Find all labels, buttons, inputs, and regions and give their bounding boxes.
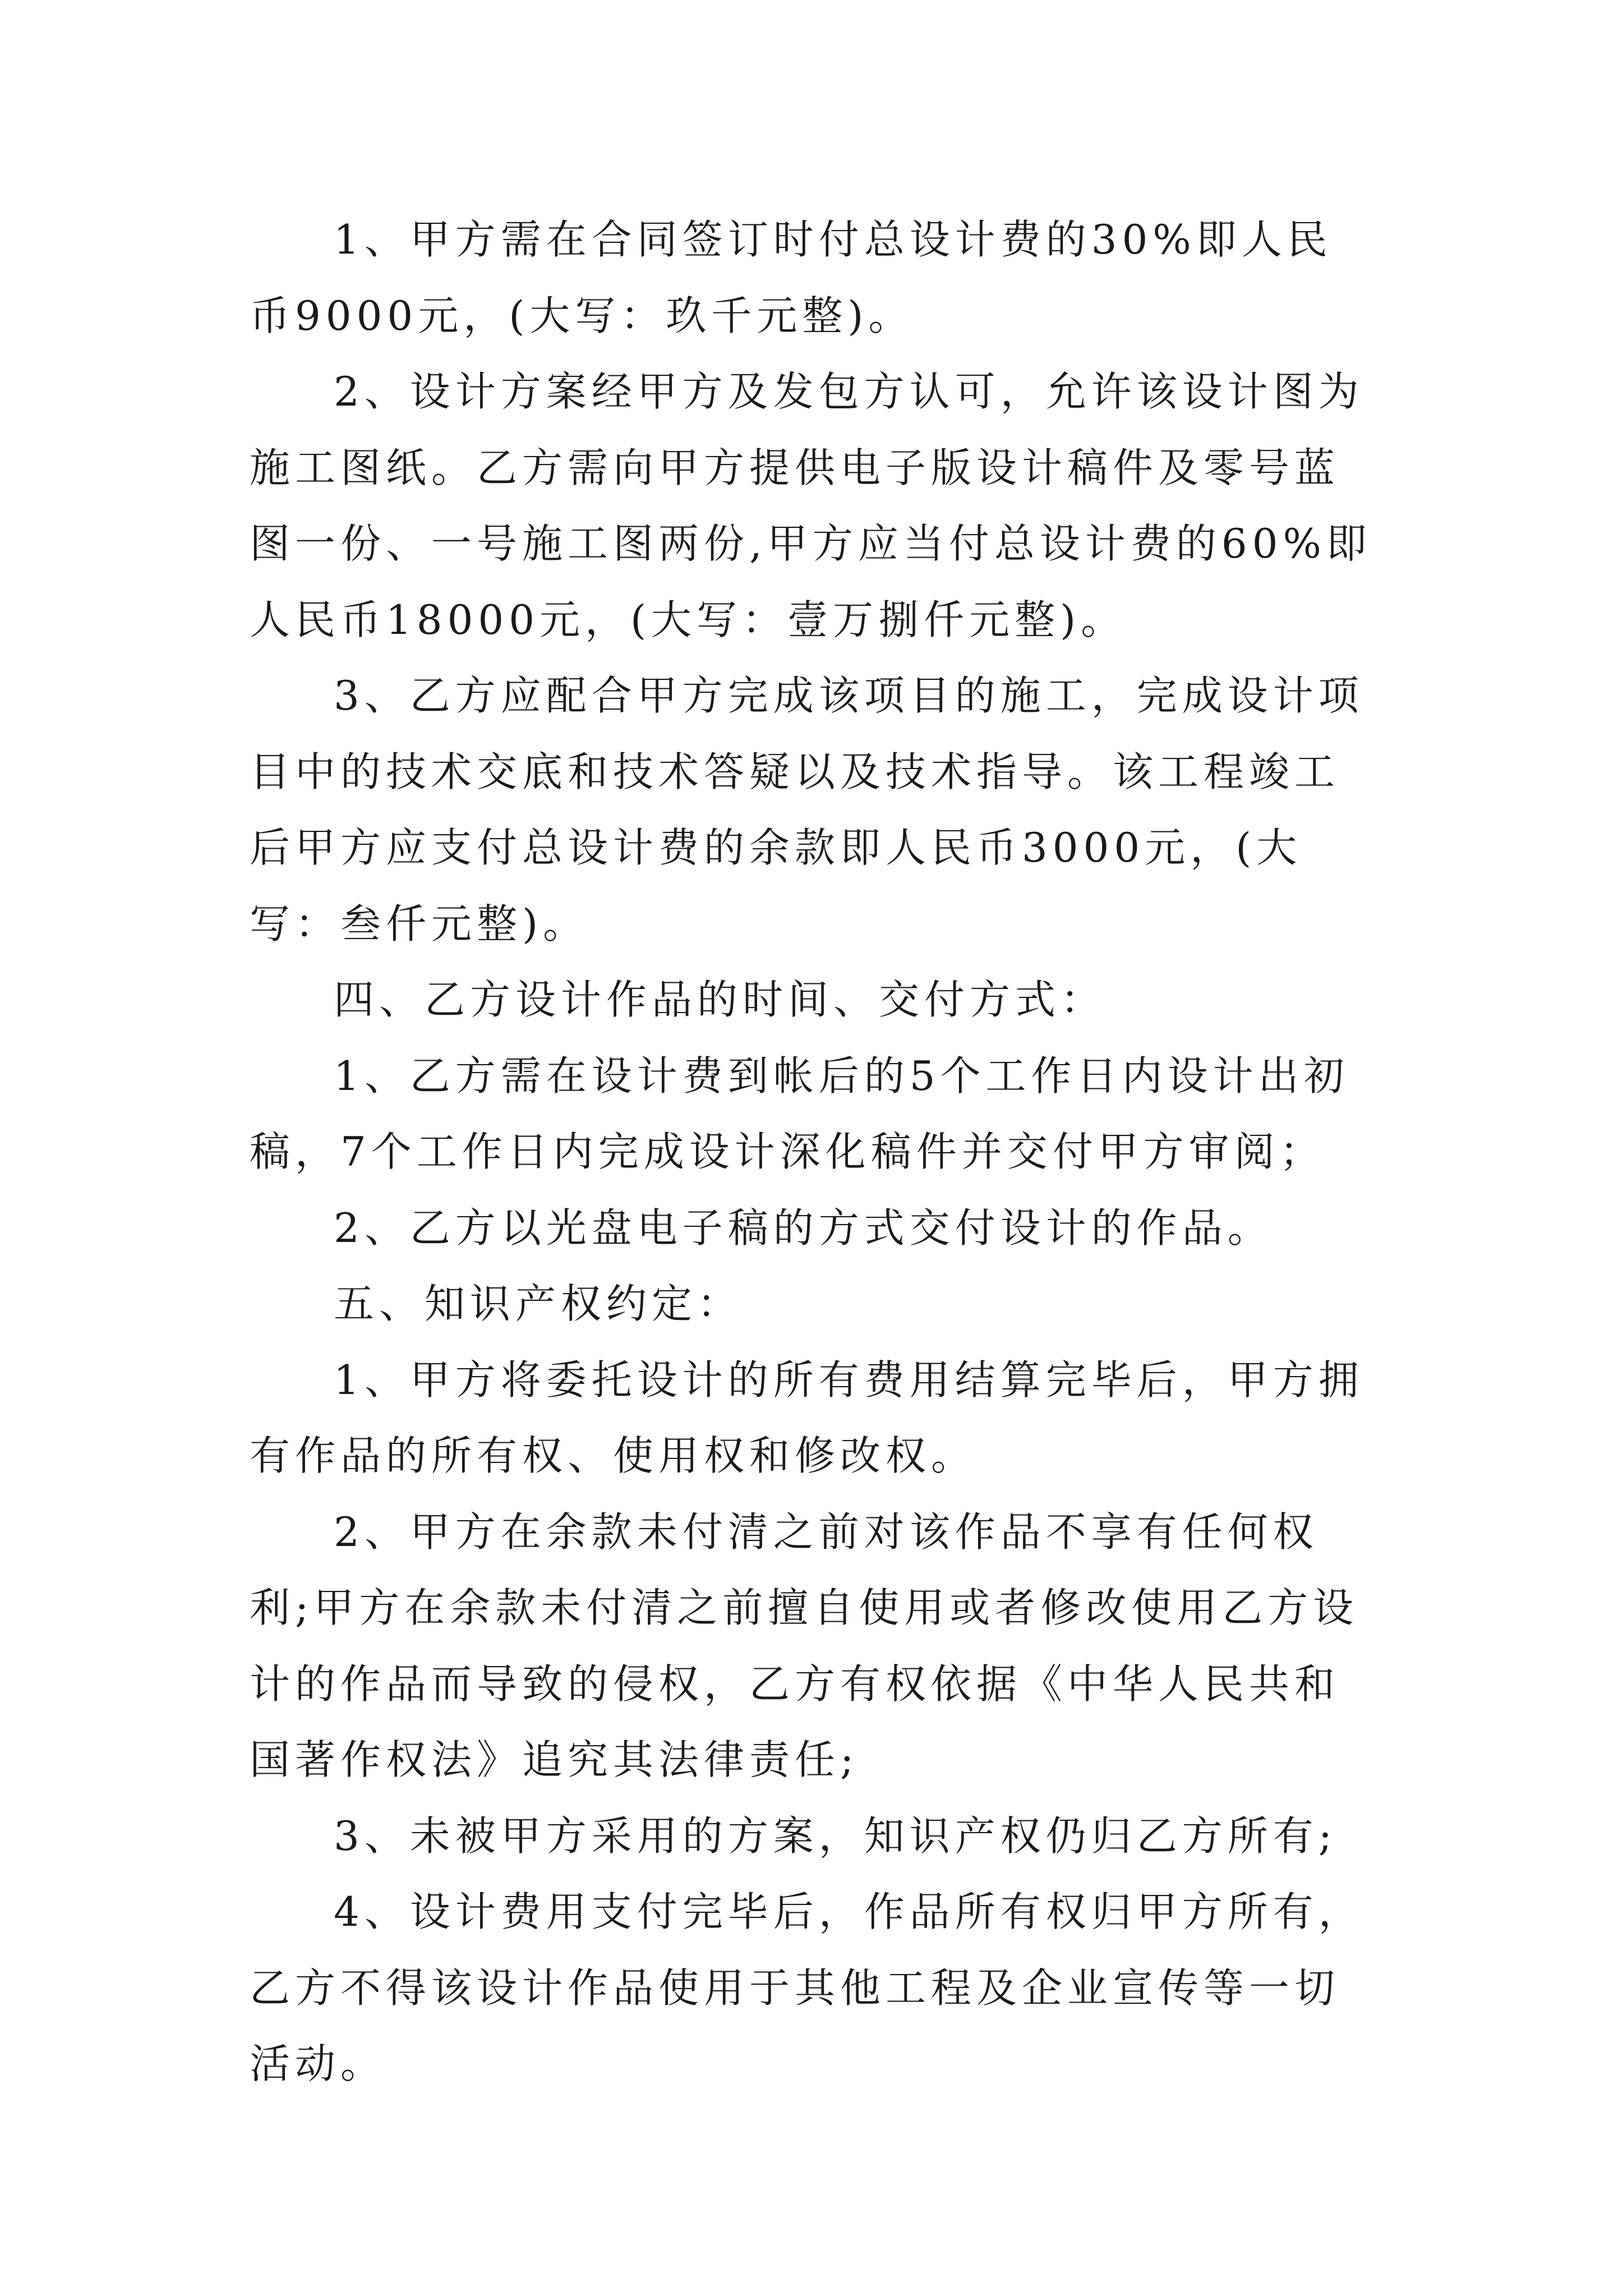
section-heading-delivery: 四、乙方设计作品的时间、交付方式： — [334, 976, 1106, 1023]
paragraph-ip-3: 3、未被甲方采用的方案，知识产权仍归乙方所有; — [334, 1812, 1338, 1860]
contract-body — [250, 202, 1377, 2102]
paragraph-payment-3: 3、乙方应配合甲方完成该项目的施工，完成设计项目中的技术交底和技术答疑以及技术指导。该工程竣工后甲方应支付总设计费的余款即人民币3000元，(大写：叁仟元整)。 — [250, 672, 1364, 947]
paragraph-ip-4: 4、设计费用支付完毕后，作品所有权归甲方所有，乙方不得该设计作品使用于其他工程及企业宣传等一切活动。 — [250, 1888, 1364, 2087]
section-heading-ip: 五、知识产权约定： — [334, 1280, 743, 1327]
paragraph-delivery-1: 1、乙方需在设计费到帐后的5个工作日内设计出初稿，7个工作日内完成设计深化稿件并交付甲方审阅； — [250, 1052, 1349, 1175]
paragraph-ip-1: 1、甲方将委托设计的所有费用结算完毕后，甲方拥有作品的所有权、使用权和修改权。 — [250, 1356, 1364, 1479]
paragraph-payment-2: 2、设计方案经甲方及发包方认可，允许该设计图为施工图纸。乙方需向甲方提供电子版设计稿件及零号蓝图一份、一号施工图两份,甲方应当付总设计费的60%即人民币18000元，(大写：壹万捌仟元整)。 — [250, 368, 1372, 643]
paragraph-payment-1: 1、甲方需在合同签订时付总设计费的30%即人民币9000元，(大写：玖千元整)。 — [250, 216, 1332, 339]
paragraph-ip-2: 2、甲方在余款未付清之前对该作品不享有任何权利;甲方在余款未付清之前擅自使用或者修改使用乙方设计的作品而导致的侵权，乙方有权依据《中华人民共和国著作权法》追究其法律责任; — [250, 1508, 1359, 1783]
paragraph-delivery-2: 2、乙方以光盘电子稿的方式交付设计的作品。 — [334, 1204, 1273, 1251]
